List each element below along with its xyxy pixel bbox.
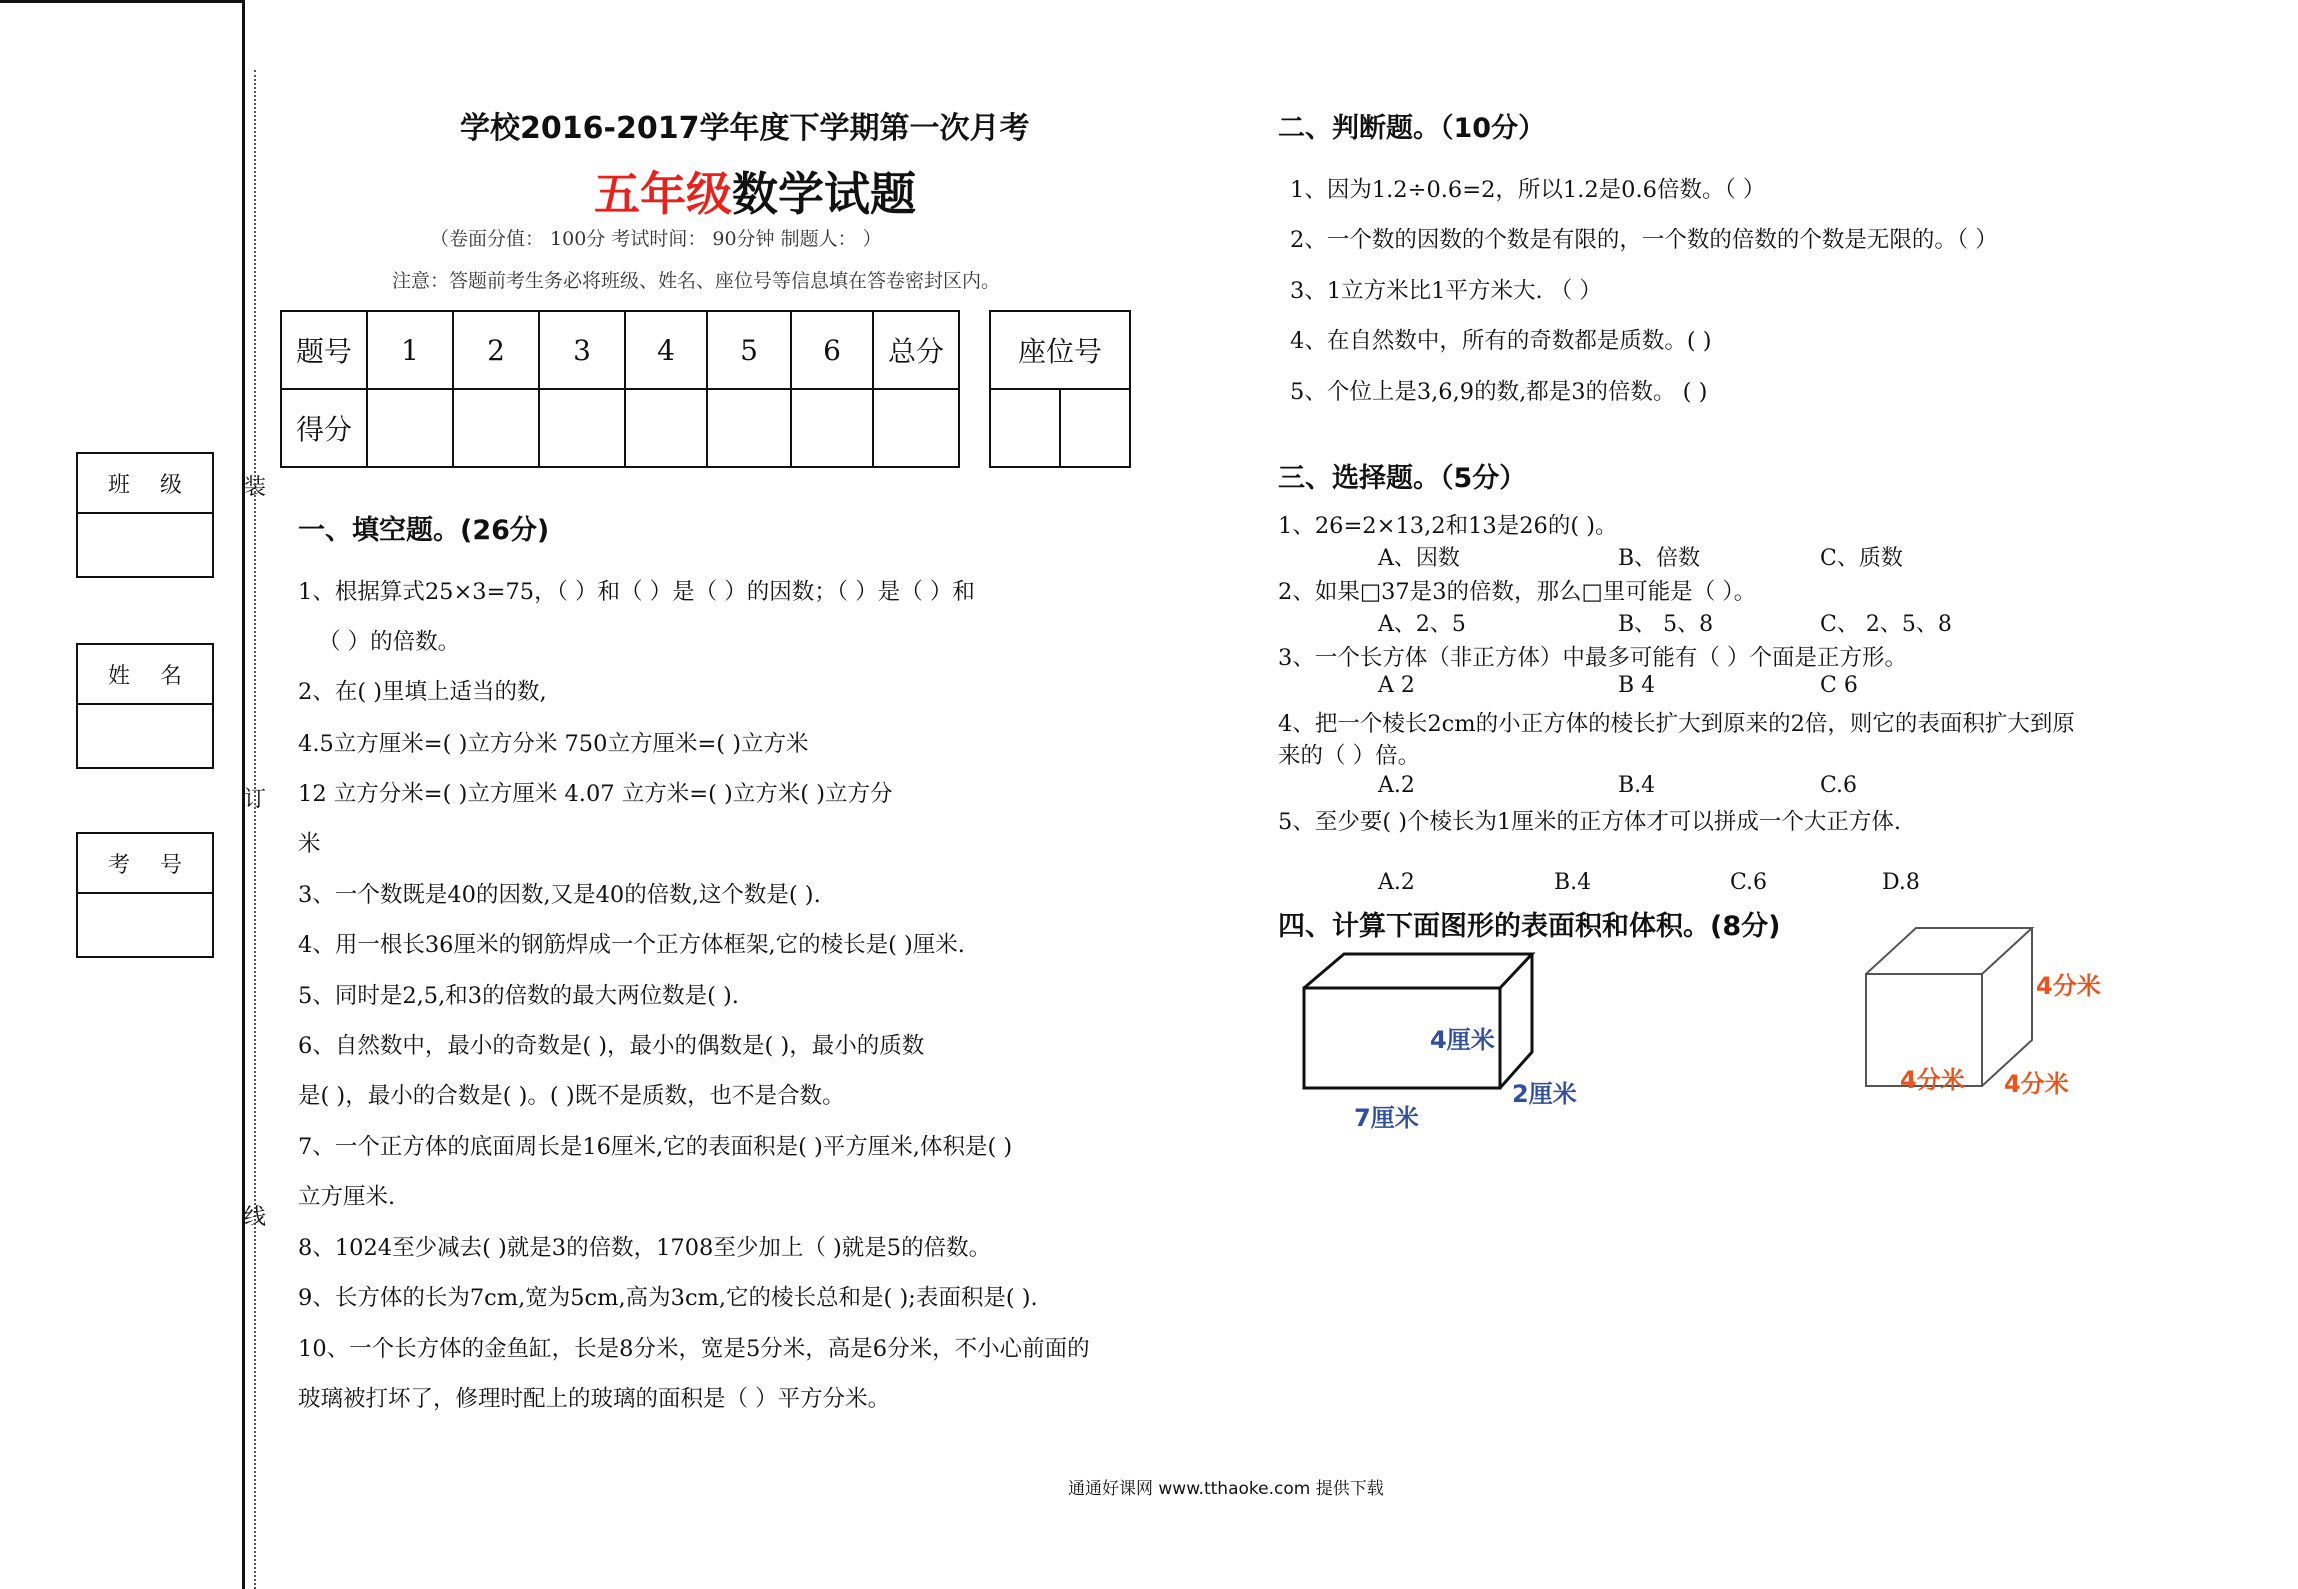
s3-q2: 2、如果□37是3的倍数，那么□里可能是（ ）。 xyxy=(1278,579,1757,605)
s3-q3: 3、一个长方体（非正方体）中最多可能有（ ）个面是正方形。 xyxy=(1278,645,1907,671)
score-row-label: 得分 xyxy=(281,389,367,467)
s2-line: 5、个位上是3,6,9的数,都是3的倍数。 ( ) xyxy=(1290,379,1708,405)
name-label: 姓名 xyxy=(78,645,212,705)
cuboid-width-label: 2厘米 xyxy=(1512,1080,1577,1108)
s1-line: 8、1024至少减去( )就是3的倍数，1708至少加上（ )就是5的倍数。 xyxy=(298,1235,992,1261)
s1-line: 是( )，最小的合数是( )。( )既不是质数，也不是合数。 xyxy=(298,1083,845,1109)
s3-q5-opt-d[interactable]: D.8 xyxy=(1882,870,1920,895)
section1-title: 一、填空题。(26分) xyxy=(298,515,550,546)
footer-credit: 通通好课网 www.tthaoke.com 提供下载 xyxy=(1068,1479,1384,1499)
score-cell[interactable] xyxy=(873,389,959,467)
s3-q1-opt-a[interactable]: A、因数 xyxy=(1378,546,1460,571)
cube-edge-label-bottom: 4分米 xyxy=(1900,1066,1965,1094)
exam-number-label: 考号 xyxy=(78,834,212,894)
s1-line: 7、一个正方体的底面周长是16厘米,它的表面积是( )平方厘米,体积是( ) xyxy=(298,1134,1013,1160)
score-cell[interactable] xyxy=(367,389,453,467)
exam-info: （卷面分值： 100分 考试时间： 90分钟 制题人： ） xyxy=(430,228,882,250)
s3-q5: 5、至少要( )个棱长为1厘米的正方体才可以拼成一个大正方体. xyxy=(1278,809,1901,835)
s3-q4-opt-a[interactable]: A.2 xyxy=(1378,773,1415,798)
s1-line: 2、在( )里填上适当的数, xyxy=(298,679,547,705)
s2-line: 3、1立方米比1平方米大. （ ） xyxy=(1290,278,1602,304)
cube-edge-label-right: 4分米 xyxy=(2036,972,2101,1000)
s3-q5-opt-b[interactable]: B.4 xyxy=(1554,870,1592,895)
s1-line: 6、自然数中，最小的奇数是( )，最小的偶数是( )，最小的质数 xyxy=(298,1033,925,1059)
score-col-2: 2 xyxy=(453,311,539,389)
name-field[interactable] xyxy=(78,705,212,767)
score-header-label: 题号 xyxy=(281,311,367,389)
cuboid-height-label: 4厘米 xyxy=(1430,1026,1495,1054)
s3-q2-opt-c[interactable]: C、 2、5、8 xyxy=(1820,612,1952,637)
class-field[interactable] xyxy=(78,514,212,576)
s1-line: 玻璃被打坏了，修理时配上的玻璃的面积是（ ）平方分米。 xyxy=(298,1386,891,1412)
s1-line: （ ）的倍数。 xyxy=(318,629,461,655)
seat-label: 座位号 xyxy=(990,311,1130,389)
s1-line: 4、用一根长36厘米的钢筋焊成一个正方体框架,它的棱长是( )厘米. xyxy=(298,932,965,958)
binding-char-ding: 订 xyxy=(244,787,267,812)
seat-table xyxy=(989,310,1131,468)
section2-title: 二、判断题。（10分） xyxy=(1278,113,1546,144)
exam-title xyxy=(594,158,916,224)
s3-q3-opt-b[interactable]: B 4 xyxy=(1618,673,1656,698)
school-title: 学校2016-2017学年度下学期第一次月考 xyxy=(460,111,1030,146)
s3-q3-opt-a[interactable]: A 2 xyxy=(1378,673,1415,698)
s3-q2-opt-a[interactable]: A、2、5 xyxy=(1378,612,1466,637)
s1-line: 米 xyxy=(298,831,321,857)
score-cell[interactable] xyxy=(539,389,625,467)
binding-char-zhuang: 装 xyxy=(244,475,267,500)
exam-title-subject: 数学试题 xyxy=(732,167,916,221)
score-col-4: 4 xyxy=(625,311,707,389)
s1-line: 3、一个数既是40的因数,又是40的倍数,这个数是( ). xyxy=(298,882,821,908)
seat-cell[interactable] xyxy=(1060,389,1130,467)
s3-q4-opt-b[interactable]: B.4 xyxy=(1618,773,1656,798)
s3-q1-opt-b[interactable]: B、倍数 xyxy=(1618,546,1701,571)
s2-line: 4、在自然数中，所有的奇数都是质数。( ) xyxy=(1290,328,1712,354)
exam-title-grade: 五年级 xyxy=(594,167,732,221)
class-label: 班级 xyxy=(78,454,212,514)
score-cell[interactable] xyxy=(625,389,707,467)
score-col-6: 6 xyxy=(791,311,873,389)
seat-cell[interactable] xyxy=(990,389,1060,467)
score-cell[interactable] xyxy=(707,389,791,467)
s1-line: 立方厘米. xyxy=(298,1184,396,1210)
s3-q4: 4、把一个棱长2cm的小正方体的棱长扩大到原来的2倍，则它的表面积扩大到原 xyxy=(1278,711,2075,737)
cube-edge-label-depth: 4分米 xyxy=(2004,1070,2069,1098)
name-box xyxy=(76,643,214,769)
cuboid-length-label: 7厘米 xyxy=(1354,1104,1419,1132)
s2-line: 2、一个数的因数的个数是有限的，一个数的倍数的个数是无限的。（ ） xyxy=(1290,227,1998,253)
s3-q4-cont: 来的（ ）倍。 xyxy=(1278,743,1421,769)
score-col-5: 5 xyxy=(707,311,791,389)
exam-number-box xyxy=(76,832,214,958)
score-col-total: 总分 xyxy=(873,311,959,389)
s2-line: 1、因为1.2÷0.6=2，所以1.2是0.6倍数。（ ） xyxy=(1290,177,1766,203)
score-col-1: 1 xyxy=(367,311,453,389)
s1-line: 1、根据算式25×3=75，（ ）和（ ）是（ ）的因数；（ ）是（ ）和 xyxy=(298,579,975,605)
s1-line: 4.5立方厘米=( )立方分米 750立方厘米=( )立方米 xyxy=(298,731,809,757)
s1-line: 9、长方体的长为7cm,宽为5cm,高为3cm,它的棱长总和是( );表面积是( ). xyxy=(298,1285,1038,1311)
s3-q1: 1、26=2×13,2和13是26的( )。 xyxy=(1278,513,1618,539)
s3-q3-opt-c[interactable]: C 6 xyxy=(1820,673,1858,698)
score-cell[interactable] xyxy=(791,389,873,467)
s3-q2-opt-b[interactable]: B、 5、8 xyxy=(1618,612,1714,637)
s1-line: 10、一个长方体的金鱼缸，长是8分米，宽是5分米，高是6分米，不小心前面的 xyxy=(298,1336,1090,1362)
exam-note: 注意：答题前考生务必将班级、姓名、座位号等信息填在答卷密封区内。 xyxy=(392,270,1001,292)
exam-number-field[interactable] xyxy=(78,894,212,956)
section4-title: 四、计算下面图形的表面积和体积。(8分) xyxy=(1278,911,1781,942)
score-table xyxy=(280,310,960,468)
score-col-3: 3 xyxy=(539,311,625,389)
s1-line: 5、同时是2,5,和3的倍数的最大两位数是( ). xyxy=(298,983,739,1009)
s3-q4-opt-c[interactable]: C.6 xyxy=(1820,773,1858,798)
s3-q1-opt-c[interactable]: C、质数 xyxy=(1820,546,1903,571)
seal-dotted-line xyxy=(254,70,256,1589)
s1-line: 12 立方分米=( )立方厘米 4.07 立方米=( )立方米( )立方分 xyxy=(298,781,893,807)
s3-q5-opt-c[interactable]: C.6 xyxy=(1730,870,1768,895)
s3-q5-opt-a[interactable]: A.2 xyxy=(1378,870,1415,895)
binding-char-xian: 线 xyxy=(244,1205,267,1230)
binding-top-border xyxy=(0,0,245,3)
class-box xyxy=(76,452,214,578)
score-cell[interactable] xyxy=(453,389,539,467)
section3-title: 三、选择题。（5分） xyxy=(1278,463,1527,494)
